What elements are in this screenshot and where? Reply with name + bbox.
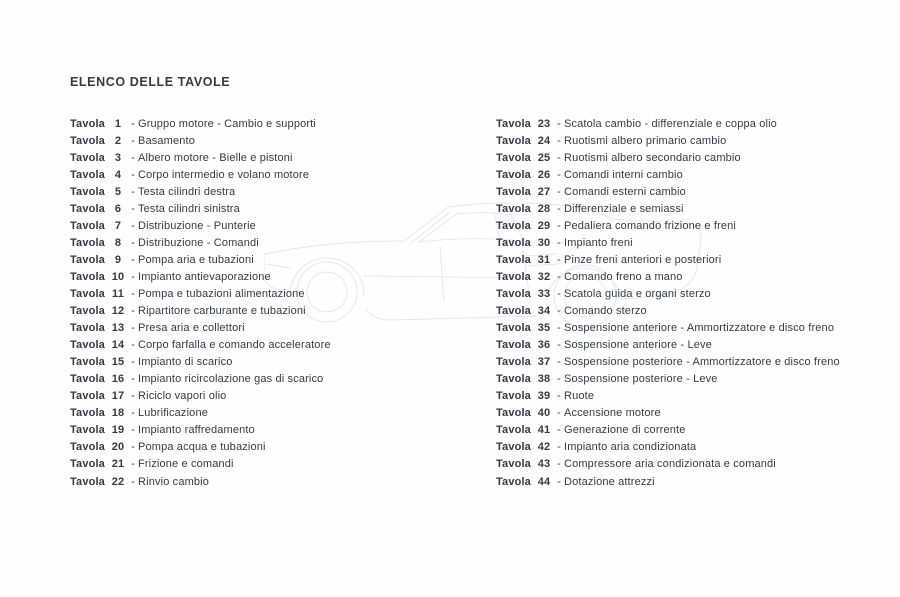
tavola-label: Tavola [496, 424, 531, 437]
toc-row [496, 473, 840, 490]
tavola-label: Tavola [70, 287, 105, 300]
tavola-number: 22 [111, 475, 125, 488]
tavola-number: 43 [537, 458, 551, 471]
separator-dash: - [557, 134, 561, 147]
tavola-description: Impianto aria condizionata [564, 441, 697, 454]
toc-row [70, 320, 331, 337]
tavola-description: Pompa e tubazioni alimentazione [138, 287, 305, 300]
tavola-description: Lubrificazione [138, 407, 208, 420]
tavola-label: Tavola [70, 441, 105, 454]
tavola-number: 13 [111, 322, 125, 335]
separator-dash: - [131, 339, 135, 352]
tavola-label: Tavola [496, 185, 531, 198]
tavola-number: 18 [111, 407, 125, 420]
tavola-label: Tavola [70, 168, 105, 181]
tavola-label: Tavola [70, 151, 105, 164]
tavola-description: Pompa acqua e tubazioni [138, 441, 266, 454]
tavola-label: Tavola [70, 270, 105, 283]
toc-row [70, 439, 331, 456]
tavola-description: Ruotismi albero secondario cambio [564, 151, 741, 164]
tavola-number: 29 [537, 219, 551, 232]
tavola-label: Tavola [496, 168, 531, 181]
tavola-description: Ripartitore carburante e tubazioni [138, 305, 306, 318]
toc-row [496, 149, 840, 166]
tavola-number: 37 [537, 356, 551, 369]
tavola-description: Scatola guida e organi sterzo [564, 287, 711, 300]
separator-dash: - [131, 202, 135, 215]
tavola-description: Gruppo motore - Cambio e supporti [138, 117, 316, 130]
tavola-description: Impianto ricircolazione gas di scarico [138, 373, 324, 386]
toc-row [496, 166, 840, 183]
toc-row [70, 337, 331, 354]
tavola-label: Tavola [496, 322, 531, 335]
separator-dash: - [131, 407, 135, 420]
tavola-description: Distribuzione - Comandi [138, 236, 259, 249]
tavola-description: Generazione di corrente [564, 424, 686, 437]
separator-dash: - [131, 475, 135, 488]
separator-dash: - [557, 151, 561, 164]
tavola-description: Differenziale e semiassi [564, 202, 684, 215]
tavola-description: Distribuzione - Punterie [138, 219, 256, 232]
toc-row [496, 354, 840, 371]
toc-row [70, 217, 331, 234]
tavola-label: Tavola [496, 475, 531, 488]
tavola-description: Comandi interni cambio [564, 168, 683, 181]
toc-row [496, 388, 840, 405]
tavola-description: Sospensione posteriore - Ammortizzatore e disco freno [564, 356, 840, 369]
toc-row [70, 285, 331, 302]
separator-dash: - [557, 407, 561, 420]
tavola-number: 31 [537, 253, 551, 266]
tavola-number: 30 [537, 236, 551, 249]
tavola-number: 33 [537, 287, 551, 300]
tavola-number: 38 [537, 373, 551, 386]
toc-row [70, 303, 331, 320]
tavola-label: Tavola [496, 339, 531, 352]
toc-row [70, 200, 331, 217]
tavola-number: 28 [537, 202, 551, 215]
tavola-label: Tavola [70, 475, 105, 488]
tavola-number: 20 [111, 441, 125, 454]
tavola-description: Testa cilindri sinistra [138, 202, 240, 215]
separator-dash: - [557, 168, 561, 181]
separator-dash: - [131, 185, 135, 198]
toc-row [496, 285, 840, 302]
tavola-description: Impianto freni [564, 236, 633, 249]
toc-row [70, 132, 331, 149]
tavola-number: 35 [537, 322, 551, 335]
toc-row [70, 149, 331, 166]
tavola-description: Rinvio cambio [138, 475, 210, 488]
toc-row [496, 456, 840, 473]
tavola-label: Tavola [496, 287, 531, 300]
tavola-number: 7 [114, 219, 122, 232]
toc-row [70, 234, 331, 251]
separator-dash: - [557, 322, 561, 335]
toc-row [496, 303, 840, 320]
tavola-description: Sospensione posteriore - Leve [564, 373, 718, 386]
tavola-number: 39 [537, 390, 551, 403]
tavola-label: Tavola [70, 322, 105, 335]
separator-dash: - [557, 287, 561, 300]
tavola-number: 11 [112, 287, 124, 300]
tavola-description: Corpo farfalla e comando acceleratore [138, 339, 331, 352]
tavola-description: Sospensione anteriore - Leve [564, 339, 712, 352]
tavola-description: Dotazione attrezzi [564, 475, 655, 488]
separator-dash: - [557, 441, 561, 454]
toc-row [496, 217, 840, 234]
separator-dash: - [557, 236, 561, 249]
tavola-number: 12 [111, 305, 125, 318]
separator-dash: - [557, 219, 561, 232]
separator-dash: - [131, 322, 135, 335]
tavola-label: Tavola [70, 407, 105, 420]
tavola-number: 17 [111, 390, 125, 403]
tavola-label: Tavola [496, 219, 531, 232]
tavola-description: Corpo intermedio e volano motore [138, 168, 310, 181]
separator-dash: - [557, 270, 561, 283]
tavola-number: 3 [114, 151, 122, 164]
toc-row [496, 115, 840, 132]
tavola-label: Tavola [70, 458, 105, 471]
separator-dash: - [557, 424, 561, 437]
tavola-number: 21 [111, 458, 125, 471]
tavola-number: 6 [114, 202, 122, 215]
tavola-number: 36 [537, 339, 551, 352]
tavola-label: Tavola [70, 356, 105, 369]
separator-dash: - [131, 441, 135, 454]
tavola-number: 16 [111, 373, 125, 386]
separator-dash: - [557, 390, 561, 403]
windshield-line [410, 212, 450, 244]
tavola-label: Tavola [70, 117, 105, 130]
tavola-label: Tavola [496, 236, 531, 249]
separator-dash: - [131, 236, 135, 249]
tavola-number: 19 [111, 424, 125, 437]
separator-dash: - [557, 356, 561, 369]
tavola-number: 15 [111, 356, 125, 369]
toc-row [496, 183, 840, 200]
tavola-number: 44 [537, 475, 551, 488]
tavola-number: 42 [537, 441, 551, 454]
tavola-label: Tavola [496, 134, 531, 147]
tavola-number: 14 [111, 339, 125, 352]
tavola-label: Tavola [70, 134, 105, 147]
tavola-label: Tavola [70, 390, 105, 403]
tavola-description: Presa aria e collettori [138, 322, 245, 335]
toc-row [496, 132, 840, 149]
tavola-label: Tavola [496, 202, 531, 215]
tavola-number: 8 [114, 236, 122, 249]
separator-dash: - [131, 168, 135, 181]
tavola-label: Tavola [70, 236, 105, 249]
separator-dash: - [131, 134, 135, 147]
toc-row [496, 251, 840, 268]
toc-row [496, 371, 840, 388]
separator-dash: - [557, 202, 561, 215]
toc-row [70, 166, 331, 183]
tavola-description: Impianto di scarico [138, 356, 233, 369]
tavola-label: Tavola [70, 424, 105, 437]
tavola-description: Comando sterzo [564, 305, 647, 318]
door-seam-front [440, 246, 444, 302]
tavola-label: Tavola [496, 305, 531, 318]
toc-row [70, 456, 331, 473]
toc-row [70, 473, 331, 490]
tavola-description: Impianto antievaporazione [138, 270, 271, 283]
separator-dash: - [557, 185, 561, 198]
tavola-number: 5 [114, 185, 122, 198]
toc-row [496, 337, 840, 354]
tavola-label: Tavola [70, 219, 105, 232]
separator-dash: - [131, 305, 135, 318]
toc-row [496, 405, 840, 422]
tavola-number: 23 [537, 117, 551, 130]
tavola-label: Tavola [496, 270, 531, 283]
separator-dash: - [131, 458, 135, 471]
tavola-description: Pedaliera comando frizione e freni [564, 219, 737, 232]
tavola-label: Tavola [496, 407, 531, 420]
tavola-label: Tavola [496, 356, 531, 369]
tavola-number: 27 [537, 185, 551, 198]
toc-row [70, 268, 331, 285]
toc-row [70, 388, 331, 405]
tavola-description: Basamento [138, 134, 195, 147]
tavola-description: Riciclo vapori olio [138, 390, 227, 403]
tavola-label: Tavola [496, 117, 531, 130]
tavola-description: Pinze freni anteriori e posteriori [564, 253, 722, 266]
tavola-number: 24 [537, 134, 551, 147]
separator-dash: - [557, 253, 561, 266]
separator-dash: - [557, 458, 561, 471]
tavola-label: Tavola [70, 339, 105, 352]
tavola-number: 25 [537, 151, 551, 164]
tavola-number: 10 [111, 270, 125, 283]
toc-row [496, 200, 840, 217]
tavola-description: Albero motore - Bielle e pistoni [138, 151, 293, 164]
tavola-number: 2 [114, 134, 122, 147]
tavola-label: Tavola [70, 305, 105, 318]
tavola-label: Tavola [496, 458, 531, 471]
tavola-description: Frizione e comandi [138, 458, 234, 471]
toc-row [496, 268, 840, 285]
separator-dash: - [557, 305, 561, 318]
tavola-label: Tavola [496, 441, 531, 454]
toc-row [496, 439, 840, 456]
page-title: ELENCO DELLE TAVOLE [70, 75, 231, 89]
tavola-description: Impianto raffredamento [138, 424, 255, 437]
tavola-description: Ruotismi albero primario cambio [564, 134, 727, 147]
tavola-number: 32 [537, 270, 551, 283]
separator-dash: - [131, 151, 135, 164]
toc-row [70, 371, 331, 388]
toc-column-right [496, 115, 840, 490]
tavola-number: 9 [114, 253, 122, 266]
toc-row [70, 183, 331, 200]
toc-row [70, 405, 331, 422]
tavola-description: Scatola cambio - differenziale e coppa olio [564, 117, 777, 130]
separator-dash: - [557, 475, 561, 488]
separator-dash: - [131, 270, 135, 283]
separator-dash: - [131, 287, 135, 300]
tavola-description: Comandi esterni cambio [564, 185, 686, 198]
tavola-number: 26 [537, 168, 551, 181]
toc-row [70, 422, 331, 439]
tavola-number: 41 [537, 424, 551, 437]
toc-row [70, 115, 331, 132]
tavola-description: Sospensione anteriore - Ammortizzatore e disco freno [564, 322, 835, 335]
tavola-label: Tavola [496, 151, 531, 164]
toc-row [496, 422, 840, 439]
tavola-label: Tavola [70, 373, 105, 386]
toc-row [496, 234, 840, 251]
separator-dash: - [131, 390, 135, 403]
tavola-label: Tavola [496, 253, 531, 266]
toc-column-left [70, 115, 331, 490]
tavola-description: Testa cilindri destra [138, 185, 236, 198]
separator-dash: - [131, 219, 135, 232]
tavola-description: Accensione motore [564, 407, 661, 420]
tavola-description: Compressore aria condizionata e comandi [564, 458, 776, 471]
tavola-label: Tavola [496, 373, 531, 386]
separator-dash: - [131, 424, 135, 437]
separator-dash: - [557, 339, 561, 352]
tavola-description: Ruote [564, 390, 595, 403]
tavola-label: Tavola [70, 253, 105, 266]
toc-row [70, 251, 331, 268]
separator-dash: - [557, 373, 561, 386]
tavola-description: Comando freno a mano [564, 270, 683, 283]
separator-dash: - [557, 117, 561, 130]
separator-dash: - [131, 117, 135, 130]
toc-row [496, 320, 840, 337]
tavola-number: 34 [537, 305, 551, 318]
tavola-number: 40 [537, 407, 551, 420]
tavola-description: Pompa aria e tubazioni [138, 253, 254, 266]
separator-dash: - [131, 356, 135, 369]
tavola-number: 4 [114, 168, 122, 181]
tavola-label: Tavola [70, 185, 105, 198]
tavola-label: Tavola [70, 202, 105, 215]
tavola-label: Tavola [496, 390, 531, 403]
tavola-number: 1 [114, 117, 122, 130]
toc-row [70, 354, 331, 371]
separator-dash: - [131, 253, 135, 266]
separator-dash: - [131, 373, 135, 386]
